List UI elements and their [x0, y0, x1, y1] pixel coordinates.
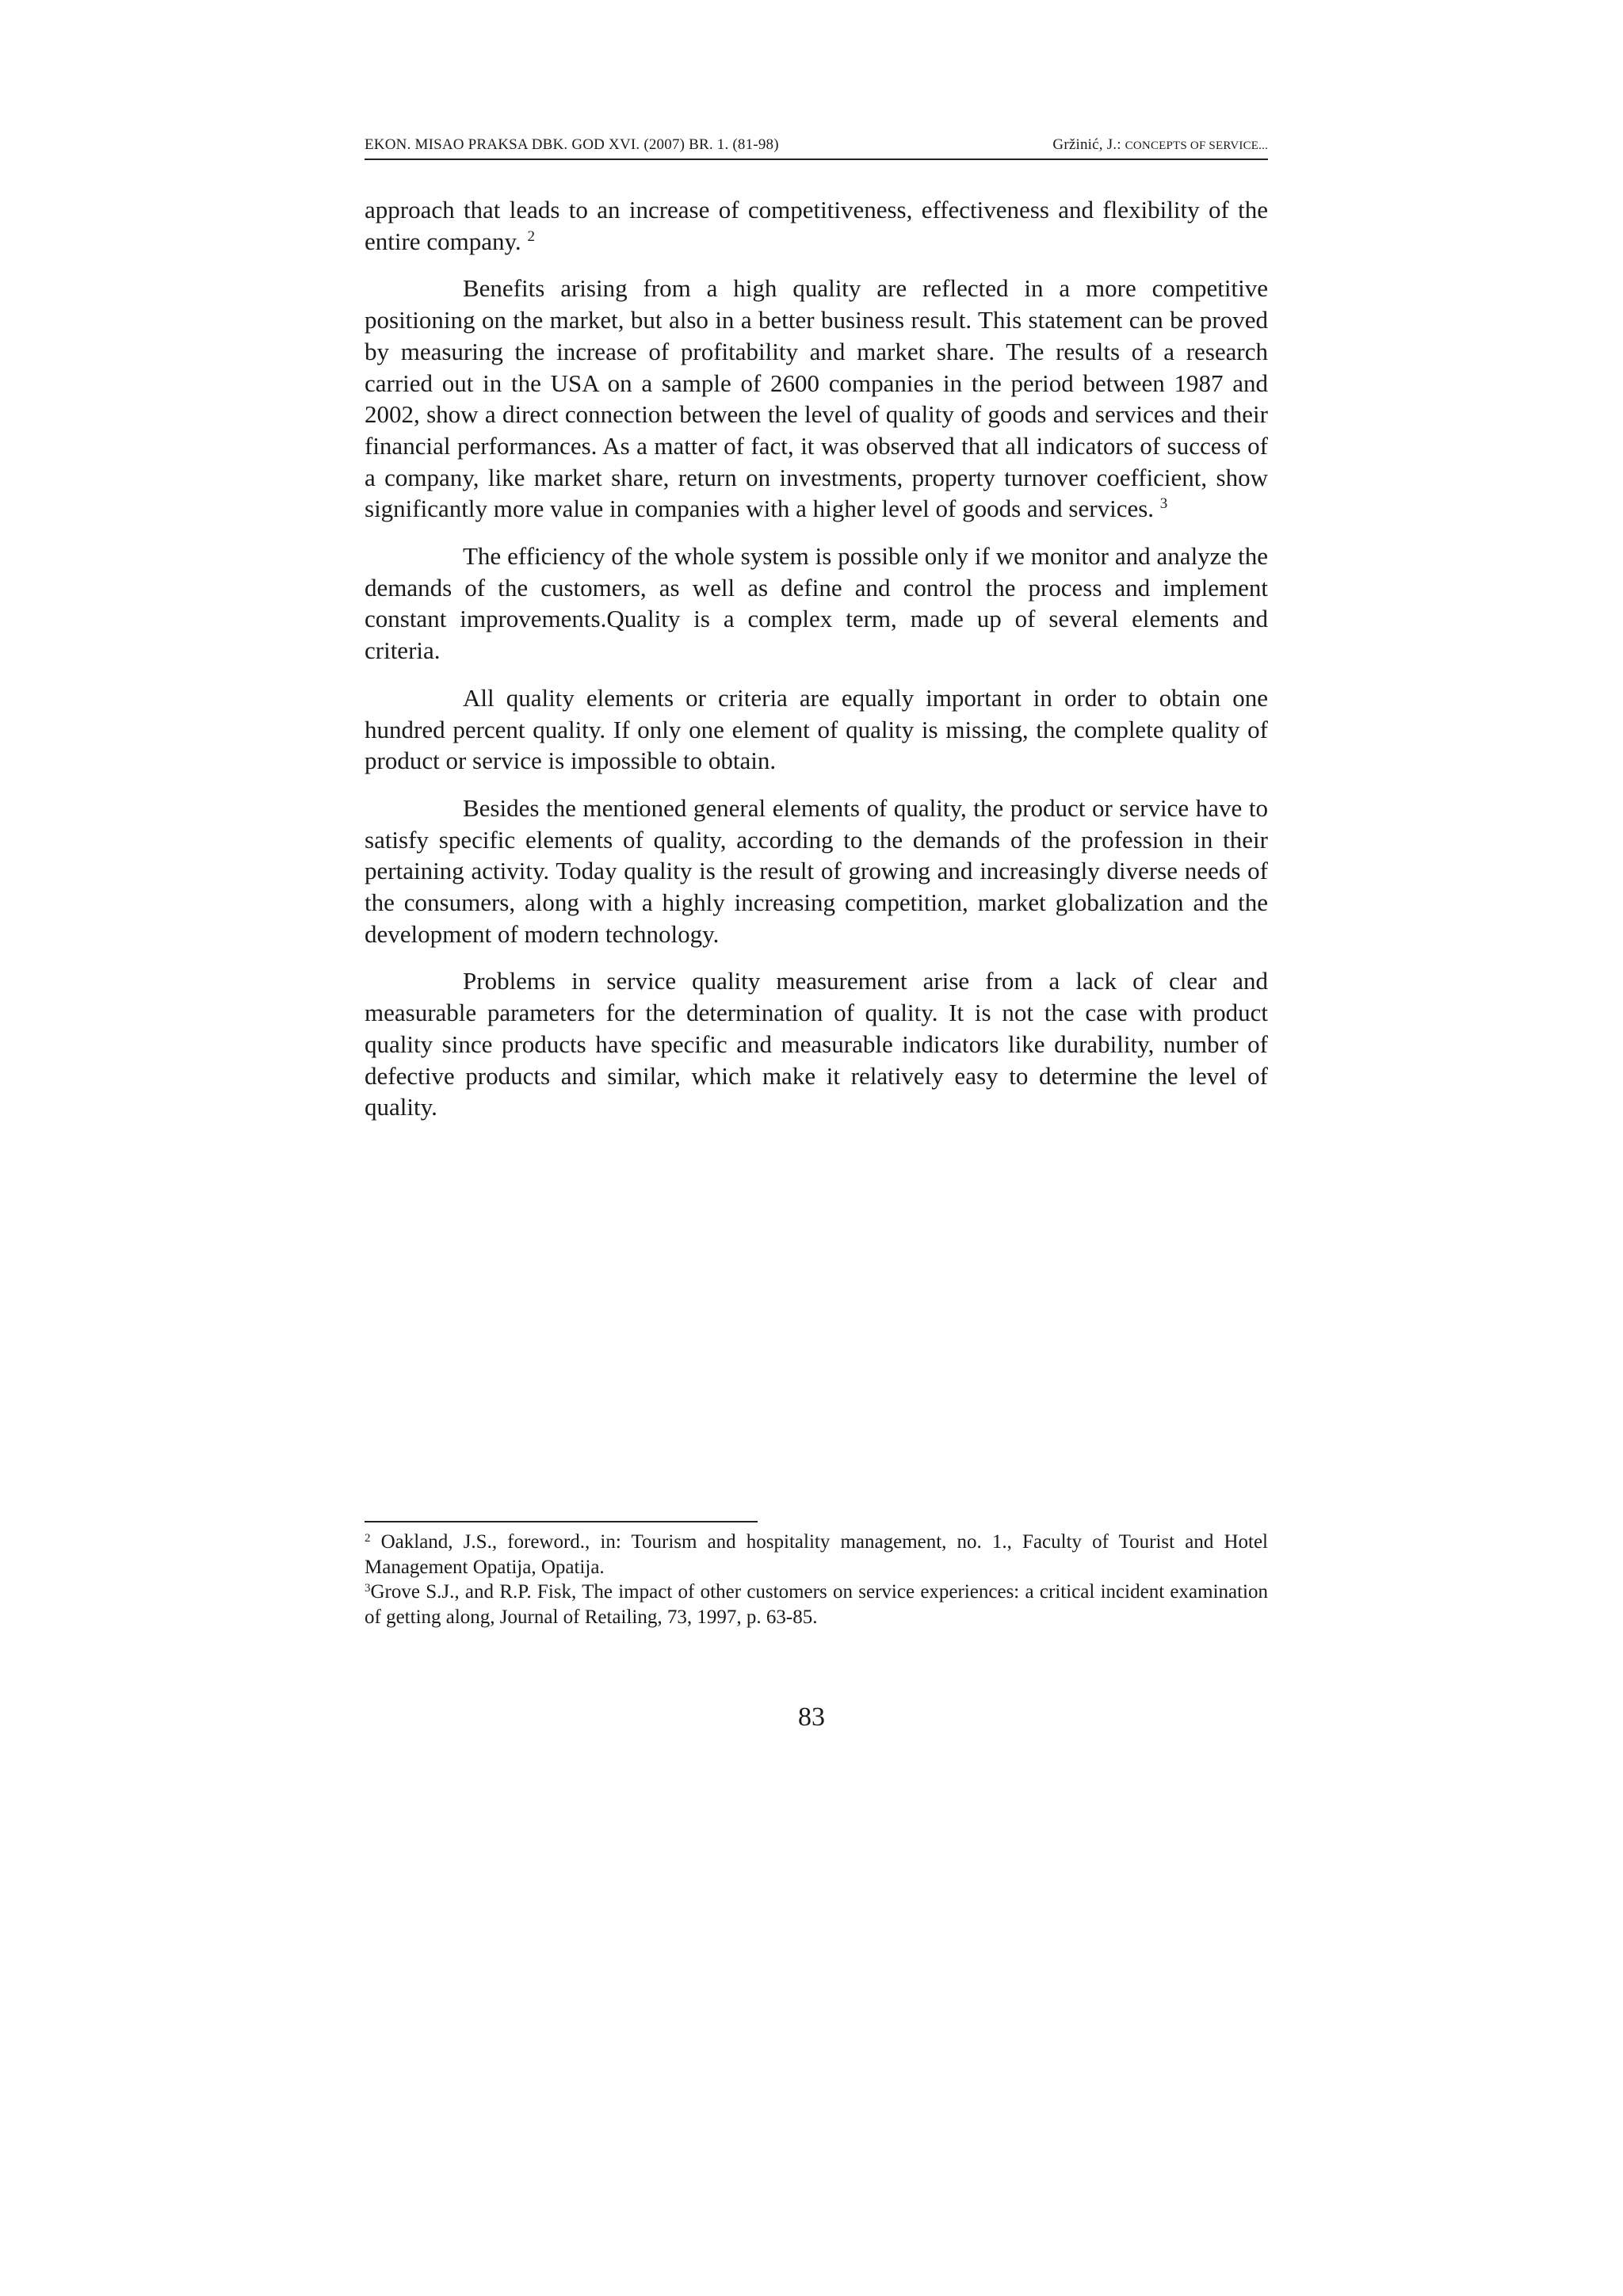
running-header [365, 132, 1268, 160]
footnote-text: Grove S.J., and R.P. Fisk, The impact of other customers on service experiences: a critical incident examination of getting along, Journal of Retailing, 73, 1997, p. 63-85. [365, 1581, 1268, 1628]
footnote-3 [365, 1580, 1268, 1629]
footnote-ref-3: 3 [1159, 495, 1168, 513]
paragraph-5: Besides the mentioned general elements of quality, the product or service have to satisfy specific elements of quality, according to the demands of the profession in their pertaining activity. Today quality is the result of growing and increasingly diverse needs of the consumers, along with a highly increasing competition, market globalization and the development of modern technology. [365, 793, 1268, 948]
paragraph-2: Benefits arising from a high quality are reflected in a more competitive positioning on the market, but also in a better business result. This statement can be proved by measuring the increase of profitability and market share. The results of a research carried out in the USA on a sample of 2600 companies in the period between 1987 and 2002, show a direct connection between the level of quality of goods and services and their financial performances. As a matter of fact, it was observed that all indicators of success of a company, like market share, return on investments, property turnover coefficient, show significantly more value in companies with a higher level of goods and services. $^3$ [365, 274, 1268, 523]
article-short-title [1052, 132, 1268, 159]
author-name: Gržinić, J.: [1052, 136, 1125, 153]
paragraph-6: Problems in service quality measurement arise from a lack of clear and measurable parameters for the determination of quality. It is not the case with product quality since products have specific and measurable indicators like durability, number of defective products and similar, which make it relatively easy to determine the level of quality. [365, 967, 1268, 1121]
footnote-separator [365, 1521, 758, 1522]
page-number: 83 [798, 1702, 825, 1732]
footnote-ref-2: 2 [527, 227, 535, 245]
footnote-marker: 2 [365, 1532, 371, 1545]
footnote-marker: 3 [365, 1582, 371, 1595]
main-text [365, 194, 1268, 1139]
paragraph-4: All quality elements or criteria are equally important in order to obtain one hundred percent quality. If only one element of quality is missing, the complete quality of product or service is impossible to obtain. [365, 683, 1268, 775]
paragraph-1: approach that leads to an increase of competitiveness, effectiveness and flexibility of the entire company. $^2$ [365, 196, 1268, 255]
footnote-text: Oakland, J.S., foreword., in: Tourism and hospitality management, no. 1., Faculty of Tourist and Hotel Management Opatija, Opatija. [365, 1531, 1268, 1578]
short-title: CONCEPTS OF SERVICE... [1125, 139, 1268, 152]
footnotes [365, 1530, 1268, 1629]
footnote-2 [365, 1530, 1268, 1580]
journal-citation: EKON. MISAO PRAKSA DBK. GOD XVI. (2007) BR. 1. (81-98) [365, 136, 779, 153]
paragraph-3: The efficiency of the whole system is possible only if we monitor and analyze the demands of the customers, as well as define and control the process and implement constant improvements.Quality is a complex term, made up of several elements and criteria. [365, 542, 1268, 665]
